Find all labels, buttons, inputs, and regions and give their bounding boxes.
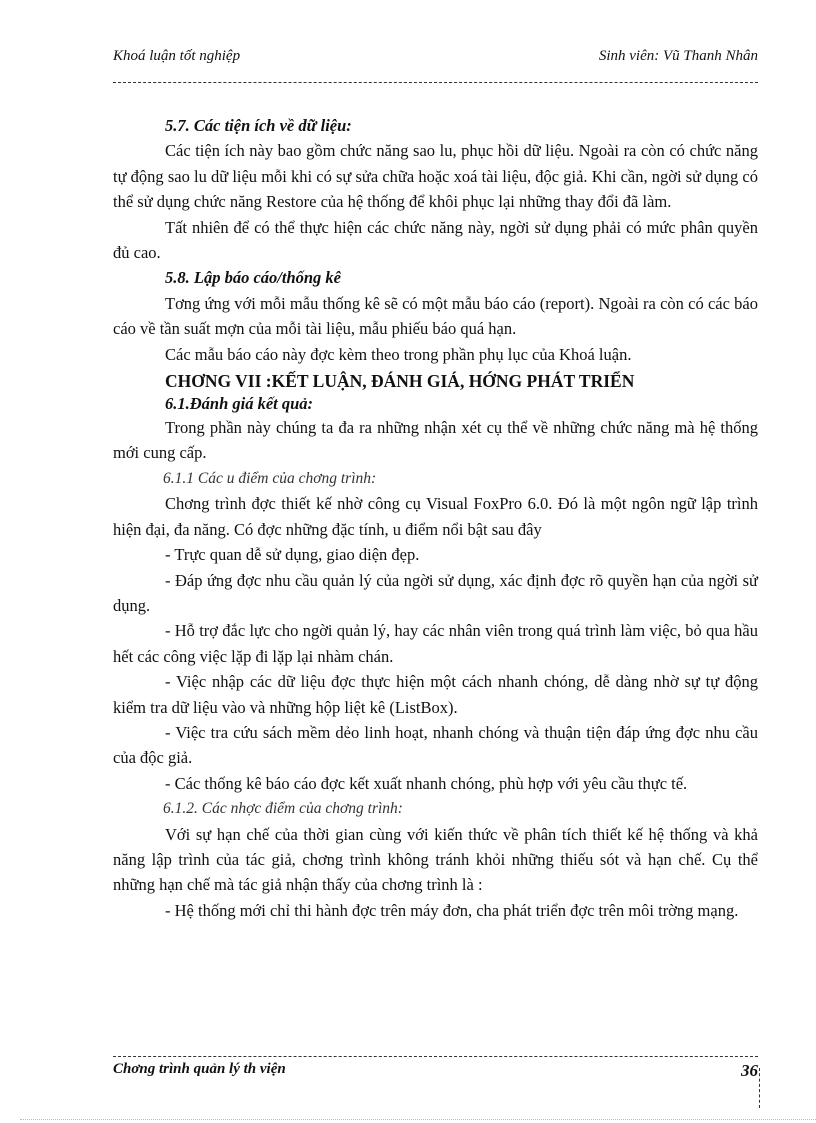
section-6-1-2-heading: 6.1.2. Các nhợc điểm của chơng trình: xyxy=(163,800,403,818)
paragraph: Với sự hạn chế của thời gian cùng với kiến thức về phân tích thiết kế hệ thống và khả năng lập trình của tác giả, chơng trình không tránh khỏi những thiếu sót và hạn chế. Cụ thể những hạn chế mà tác giả nhận thấy của chơng trình là : xyxy=(113,824,758,895)
page-bottom-rule xyxy=(20,1119,816,1120)
section-6-1-1-heading: 6.1.1 Các u điểm của chơng trình: xyxy=(163,469,377,487)
section-6-1-heading: 6.1.Đánh giá kết quả: xyxy=(165,394,314,414)
paragraph: Các mẫu báo cáo này đợc kèm theo trong phần phụ lục của Khoá luận. xyxy=(165,344,632,364)
section-5-7-heading: 5.7. Các tiện ích về dữ liệu: xyxy=(165,116,352,135)
page-footer xyxy=(113,1061,758,1083)
page-corner-rule xyxy=(759,1068,760,1108)
page-header xyxy=(113,48,758,70)
chapter-7-heading: CHƠNG VII :KẾT LUẬN, ĐÁNH GIÁ, HỚNG PHÁT TRIỂN xyxy=(165,371,635,392)
page-body xyxy=(113,113,758,923)
header-student-name: Sinh viên: Vũ Thanh Nhân xyxy=(598,48,758,64)
list-item: - Hệ thống mới chỉ thi hành đợc trên máy đơn, cha phát triển đợc trên môi trờng mạng. xyxy=(165,900,739,920)
header-thesis-label: Khoá luận tốt nghiệp xyxy=(113,48,241,64)
list-item: - Trực quan dễ sử dụng, giao diện đẹp. xyxy=(165,545,420,565)
section-5-8-heading: 5.8. Lập báo cáo/thống kê xyxy=(165,268,341,288)
paragraph: Các tiện ích này bao gồm chức năng sao lu, phục hồi dữ liệu. Ngoài ra còn có chức năng tự động sao lu dữ liệu mỗi khi có sự sửa chữa hoặc xoá tài liệu, độc giả. Khi cần, ngời sử dụng có thể sử dụng chức năng Restore của hệ thống để khôi phục lại những thay đổi đã làm. xyxy=(113,141,758,212)
footer-divider xyxy=(113,1056,758,1057)
list-item: - Các thống kê báo cáo đợc kết xuất nhanh chóng, phù hợp với yêu cầu thực tế. xyxy=(165,773,688,793)
list-item: - Việc tra cứu sách mềm dẻo linh hoạt, nhanh chóng và thuận tiện đáp ứng đợc nhu cầu của độc giả. xyxy=(113,722,758,768)
list-item: - Đáp ứng đợc nhu cầu quản lý của ngời sử dụng, xác định đợc rõ quyền hạn của ngời sử dụng. xyxy=(113,570,758,615)
paragraph: Tơng ứng với mỗi mẫu thống kê sẽ có một mẫu báo cáo (report). Ngoài ra còn có các báo cáo về tần suất mợn của mỗi tài liệu, mẫu phiếu báo quá hạn. xyxy=(113,293,758,339)
footer-program-title: Chơng trình quản lý th viện xyxy=(113,1061,286,1077)
list-item: - Hỗ trợ đắc lực cho ngời quản lý, hay các nhân viên trong quá trình làm việc, bỏ qua hầu hết các công việc lặp đi lặp lại nhàm chán. xyxy=(113,621,758,666)
paragraph: Tất nhiên để có thể thực hiện các chức năng này, ngời sử dụng phải có mức phân quyền đủ cao. xyxy=(113,217,758,263)
paragraph: Chơng trình đợc thiết kế nhờ công cụ Visual FoxPro 6.0. Đó là một ngôn ngữ lập trình hiện đại, đa năng. Có đợc những đặc tính, u điểm nổi bật sau đây xyxy=(113,494,758,539)
paragraph: Trong phần này chúng ta đa ra những nhận xét cụ thể về những chức năng mà hệ thống mới cung cấp. xyxy=(113,418,758,463)
header-divider xyxy=(113,82,758,83)
page-number: 36 xyxy=(741,1061,758,1080)
list-item: - Việc nhập các dữ liệu đợc thực hiện một cách nhanh chóng, dễ dàng nhờ sự tự động kiểm tra dữ liệu vào và những hộp liệt kê (ListBox). xyxy=(113,672,758,717)
